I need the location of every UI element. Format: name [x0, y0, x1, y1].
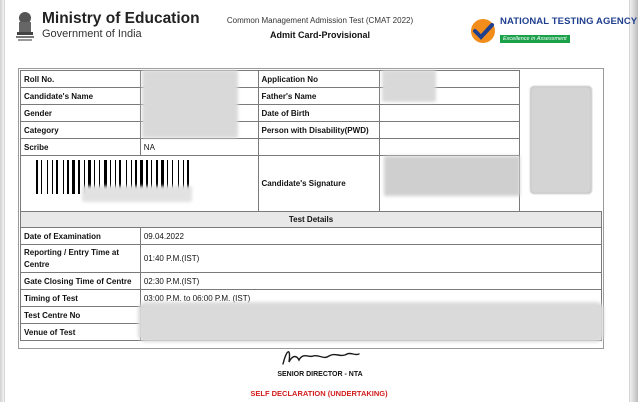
exam-date-value: 09.04.2022: [140, 228, 601, 245]
exam-name: Common Management Admission Test (CMAT 2022): [226, 16, 414, 25]
redacted-signature: [384, 156, 520, 196]
reporting-time-label: Reporting / Entry Time at Centre: [21, 245, 141, 273]
scribe-label: Scribe: [21, 139, 141, 156]
barcode-bar: [67, 160, 69, 194]
table-row: [21, 273, 602, 290]
government-subtitle: Government of India: [42, 28, 142, 40]
test-details-heading: Test Details: [21, 212, 602, 228]
reporting-time-value: 01:40 P.M.(IST): [140, 245, 601, 273]
agency-tagline: Excellence in Assessment: [500, 35, 570, 43]
scribe-value: NA: [140, 139, 258, 156]
barcode-bar: [47, 160, 48, 194]
venue-label: Venue of Test: [21, 324, 141, 341]
dob-value: [380, 105, 520, 122]
barcode-bar: [63, 160, 64, 194]
candidate-photo-frame: [522, 78, 600, 198]
barcode-bar: [49, 160, 51, 194]
ministry-header: [14, 10, 200, 44]
barcode-bar: [39, 160, 40, 194]
candidate-photo: [530, 86, 592, 194]
table-row: [21, 228, 602, 245]
gate-closing-value: 02:30 P.M.(IST): [140, 273, 601, 290]
roll-no-label: Roll No.: [21, 71, 141, 88]
test-centre-no-label: Test Centre No: [21, 307, 141, 324]
self-declaration-heading: SELF DECLARATION (UNDERTAKING): [250, 389, 388, 398]
pwd-value: [380, 122, 520, 139]
barcode-bar: [43, 160, 46, 194]
signature-label: Candidate's Signature: [258, 156, 380, 212]
nta-logo-icon: [470, 18, 496, 44]
signatory-block: [250, 344, 390, 378]
table-row: [21, 212, 602, 228]
table-row: [21, 88, 520, 105]
test-timing-value: 03:00 P.M. to 06:00 P.M. (IST): [140, 290, 601, 307]
pwd-label: Person with Disability(PWD): [258, 122, 380, 139]
table-row: [21, 245, 602, 273]
barcode-bar: [54, 160, 55, 194]
barcode-bar: [36, 160, 38, 194]
table-row: [21, 139, 520, 156]
exam-heading: [200, 16, 440, 40]
exam-date-label: Date of Examination: [21, 228, 141, 245]
barcode-bar: [41, 160, 42, 194]
table-row: [21, 105, 520, 122]
redacted-block: [142, 70, 238, 138]
barcode-bar: [52, 160, 53, 194]
director-signature: [275, 344, 365, 368]
table-row: [21, 71, 520, 88]
signatory-title: SENIOR DIRECTOR - NTA: [277, 371, 363, 378]
barcode-bar: [76, 160, 77, 194]
barcode-bar: [56, 160, 58, 194]
father-name-label: Father's Name: [258, 88, 380, 105]
ministry-title: Ministry of Education: [42, 10, 200, 27]
redacted-venue: [138, 302, 604, 342]
table-row: [21, 122, 520, 139]
candidate-name-label: Candidate's Name: [21, 88, 141, 105]
barcode-bar: [65, 160, 66, 194]
barcode-bar: [78, 160, 80, 194]
dob-label: Date of Birth: [258, 105, 380, 122]
category-label: Category: [21, 122, 141, 139]
national-emblem-icon: [14, 10, 36, 44]
admit-card-title: Admit Card-Provisional: [269, 30, 370, 40]
barcode-bar: [72, 160, 75, 194]
gender-label: Gender: [21, 105, 141, 122]
application-no-label: Application No: [258, 71, 380, 88]
barcode-bar: [70, 160, 71, 194]
agency-name: NATIONAL TESTING AGENCY: [500, 16, 638, 27]
redacted-block: [382, 70, 436, 102]
barcode-bar: [59, 160, 62, 194]
gate-closing-label: Gate Closing Time of Centre: [21, 273, 141, 290]
redacted-barcode-number: [82, 186, 192, 202]
page-edge-right: [630, 0, 638, 402]
nta-header: [470, 16, 637, 45]
test-timing-label: Timing of Test: [21, 290, 141, 307]
